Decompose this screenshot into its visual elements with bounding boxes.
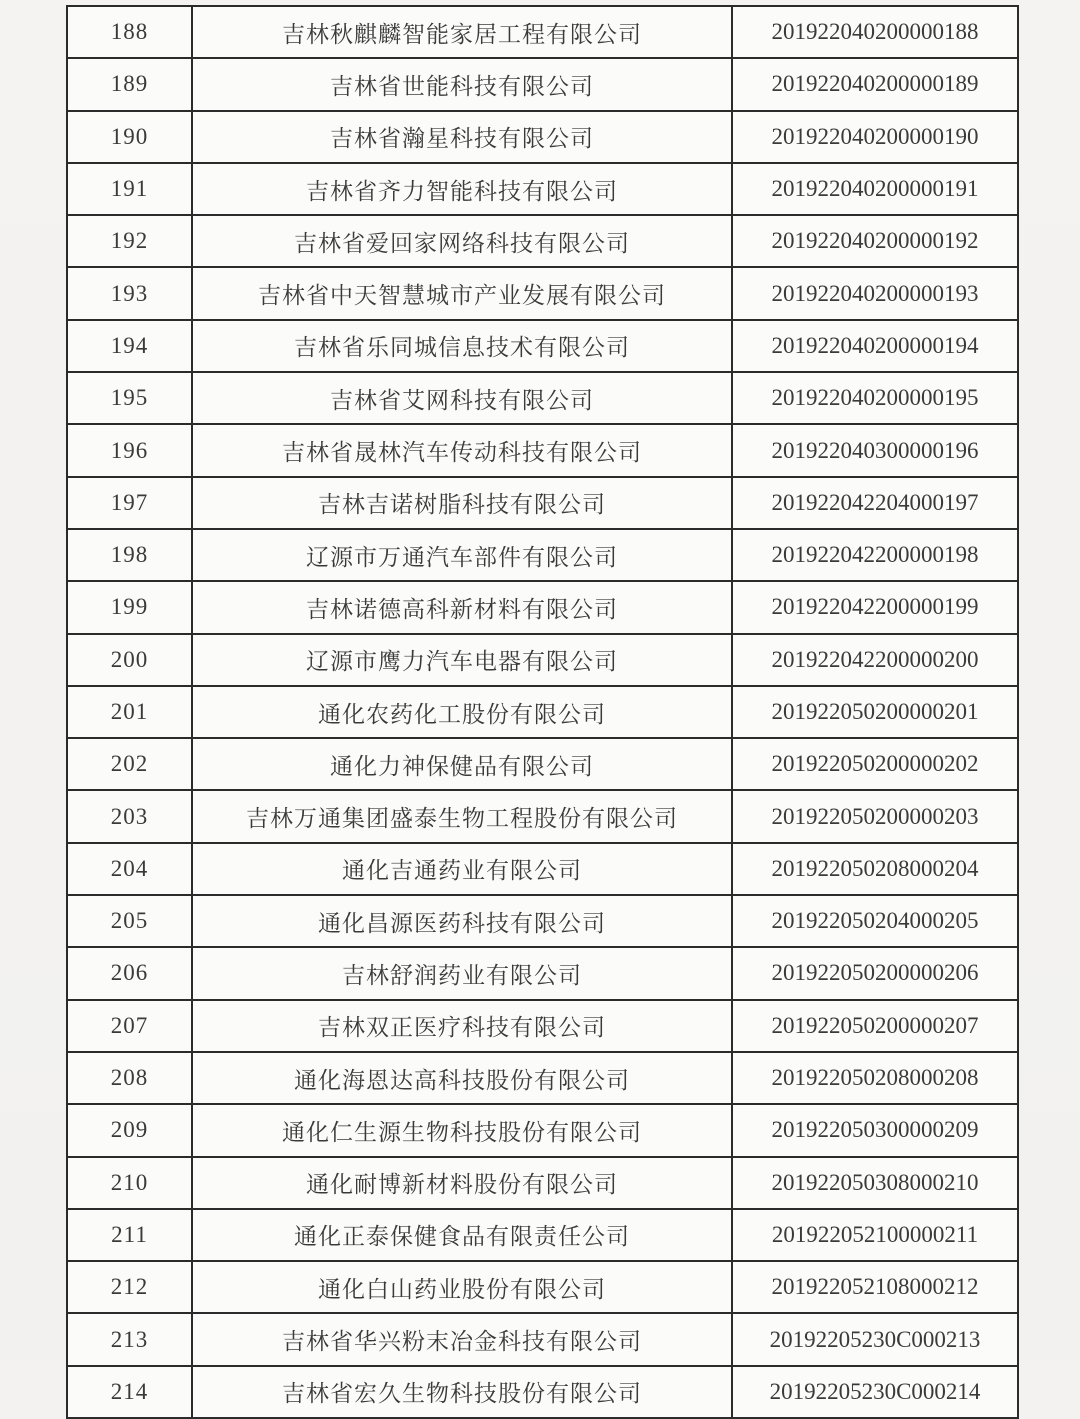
row-number-cell: 193 bbox=[67, 267, 192, 319]
table-row bbox=[67, 790, 1018, 842]
row-number-cell: 202 bbox=[67, 738, 192, 790]
company-name-cell: 通化正泰保健食品有限责任公司 bbox=[192, 1209, 732, 1261]
row-number-cell: 203 bbox=[67, 790, 192, 842]
table-row bbox=[67, 634, 1018, 686]
company-code-cell: 201922042204000197 bbox=[732, 477, 1018, 529]
row-number-cell: 195 bbox=[67, 372, 192, 424]
company-code-cell: 201922040200000194 bbox=[732, 320, 1018, 372]
company-name-cell: 吉林省乐同城信息技术有限公司 bbox=[192, 320, 732, 372]
company-code-cell: 201922050200000201 bbox=[732, 686, 1018, 738]
table-row bbox=[67, 1157, 1018, 1209]
table-row bbox=[67, 1000, 1018, 1052]
row-number-cell: 197 bbox=[67, 477, 192, 529]
company-code-cell: 201922040300000196 bbox=[732, 424, 1018, 476]
company-name-cell: 吉林省艾网科技有限公司 bbox=[192, 372, 732, 424]
row-number-cell: 206 bbox=[67, 947, 192, 999]
company-name-cell: 吉林舒润药业有限公司 bbox=[192, 947, 732, 999]
table-row bbox=[67, 1209, 1018, 1261]
company-name-cell: 吉林省华兴粉末冶金科技有限公司 bbox=[192, 1313, 732, 1365]
table-row bbox=[67, 424, 1018, 476]
table-row bbox=[67, 267, 1018, 319]
company-code-cell: 201922050308000210 bbox=[732, 1157, 1018, 1209]
company-code-cell: 201922050208000204 bbox=[732, 843, 1018, 895]
table-row bbox=[67, 6, 1018, 58]
table-row bbox=[67, 1104, 1018, 1156]
table-row bbox=[67, 215, 1018, 267]
company-registration-table bbox=[66, 5, 1019, 1419]
table-row bbox=[67, 686, 1018, 738]
company-code-cell: 201922050204000205 bbox=[732, 895, 1018, 947]
row-number-cell: 188 bbox=[67, 6, 192, 58]
row-number-cell: 210 bbox=[67, 1157, 192, 1209]
company-code-cell: 201922050200000206 bbox=[732, 947, 1018, 999]
row-number-cell: 200 bbox=[67, 634, 192, 686]
company-name-cell: 通化农药化工股份有限公司 bbox=[192, 686, 732, 738]
table-row bbox=[67, 895, 1018, 947]
company-name-cell: 吉林省晟林汽车传动科技有限公司 bbox=[192, 424, 732, 476]
table-row bbox=[67, 111, 1018, 163]
table-row bbox=[67, 529, 1018, 581]
table-row bbox=[67, 477, 1018, 529]
company-code-cell: 201922052100000211 bbox=[732, 1209, 1018, 1261]
company-name-cell: 吉林省齐力智能科技有限公司 bbox=[192, 163, 732, 215]
row-number-cell: 208 bbox=[67, 1052, 192, 1104]
company-code-cell: 201922040200000190 bbox=[732, 111, 1018, 163]
company-name-cell: 辽源市鹰力汽车电器有限公司 bbox=[192, 634, 732, 686]
company-name-cell: 吉林省爱回家网络科技有限公司 bbox=[192, 215, 732, 267]
table-row bbox=[67, 58, 1018, 110]
table-row bbox=[67, 320, 1018, 372]
row-number-cell: 190 bbox=[67, 111, 192, 163]
company-code-cell: 201922050300000209 bbox=[732, 1104, 1018, 1156]
company-name-cell: 通化仁生源生物科技股份有限公司 bbox=[192, 1104, 732, 1156]
row-number-cell: 198 bbox=[67, 529, 192, 581]
row-number-cell: 204 bbox=[67, 843, 192, 895]
company-code-cell: 201922042200000199 bbox=[732, 581, 1018, 633]
company-name-cell: 通化吉通药业有限公司 bbox=[192, 843, 732, 895]
company-code-cell: 20192205230C000213 bbox=[732, 1313, 1018, 1365]
company-name-cell: 吉林诺德高科新材料有限公司 bbox=[192, 581, 732, 633]
row-number-cell: 199 bbox=[67, 581, 192, 633]
table-row bbox=[67, 163, 1018, 215]
company-name-cell: 通化力神保健品有限公司 bbox=[192, 738, 732, 790]
row-number-cell: 209 bbox=[67, 1104, 192, 1156]
table-body bbox=[67, 6, 1018, 1418]
company-name-cell: 吉林省瀚星科技有限公司 bbox=[192, 111, 732, 163]
row-number-cell: 207 bbox=[67, 1000, 192, 1052]
row-number-cell: 189 bbox=[67, 58, 192, 110]
company-code-cell: 201922042200000200 bbox=[732, 634, 1018, 686]
company-name-cell: 吉林秋麒麟智能家居工程有限公司 bbox=[192, 6, 732, 58]
row-number-cell: 212 bbox=[67, 1261, 192, 1313]
row-number-cell: 214 bbox=[67, 1366, 192, 1418]
company-name-cell: 吉林万通集团盛泰生物工程股份有限公司 bbox=[192, 790, 732, 842]
company-name-cell: 通化昌源医药科技有限公司 bbox=[192, 895, 732, 947]
table-row bbox=[67, 372, 1018, 424]
company-code-cell: 201922050200000207 bbox=[732, 1000, 1018, 1052]
company-code-cell: 201922052108000212 bbox=[732, 1261, 1018, 1313]
company-name-cell: 吉林吉诺树脂科技有限公司 bbox=[192, 477, 732, 529]
row-number-cell: 205 bbox=[67, 895, 192, 947]
company-code-cell: 201922050200000203 bbox=[732, 790, 1018, 842]
company-code-cell: 201922050200000202 bbox=[732, 738, 1018, 790]
row-number-cell: 196 bbox=[67, 424, 192, 476]
company-code-cell: 201922040200000191 bbox=[732, 163, 1018, 215]
table-row bbox=[67, 1261, 1018, 1313]
company-code-cell: 201922040200000192 bbox=[732, 215, 1018, 267]
company-name-cell: 吉林省世能科技有限公司 bbox=[192, 58, 732, 110]
row-number-cell: 194 bbox=[67, 320, 192, 372]
table-row bbox=[67, 1313, 1018, 1365]
row-number-cell: 201 bbox=[67, 686, 192, 738]
row-number-cell: 211 bbox=[67, 1209, 192, 1261]
table-row bbox=[67, 947, 1018, 999]
company-name-cell: 通化耐博新材料股份有限公司 bbox=[192, 1157, 732, 1209]
company-code-cell: 201922040200000195 bbox=[732, 372, 1018, 424]
company-code-cell: 20192205230C000214 bbox=[732, 1366, 1018, 1418]
table-row bbox=[67, 1052, 1018, 1104]
company-name-cell: 吉林省宏久生物科技股份有限公司 bbox=[192, 1366, 732, 1418]
company-name-cell: 吉林双正医疗科技有限公司 bbox=[192, 1000, 732, 1052]
table-row bbox=[67, 843, 1018, 895]
table-row bbox=[67, 1366, 1018, 1418]
company-name-cell: 通化海恩达高科技股份有限公司 bbox=[192, 1052, 732, 1104]
company-code-cell: 201922040200000193 bbox=[732, 267, 1018, 319]
company-code-cell: 201922050208000208 bbox=[732, 1052, 1018, 1104]
company-code-cell: 201922042200000198 bbox=[732, 529, 1018, 581]
row-number-cell: 191 bbox=[67, 163, 192, 215]
company-name-cell: 通化白山药业股份有限公司 bbox=[192, 1261, 732, 1313]
company-name-cell: 辽源市万通汽车部件有限公司 bbox=[192, 529, 732, 581]
row-number-cell: 213 bbox=[67, 1313, 192, 1365]
company-code-cell: 201922040200000188 bbox=[732, 6, 1018, 58]
company-name-cell: 吉林省中天智慧城市产业发展有限公司 bbox=[192, 267, 732, 319]
company-code-cell: 201922040200000189 bbox=[732, 58, 1018, 110]
table-row bbox=[67, 738, 1018, 790]
row-number-cell: 192 bbox=[67, 215, 192, 267]
table-row bbox=[67, 581, 1018, 633]
